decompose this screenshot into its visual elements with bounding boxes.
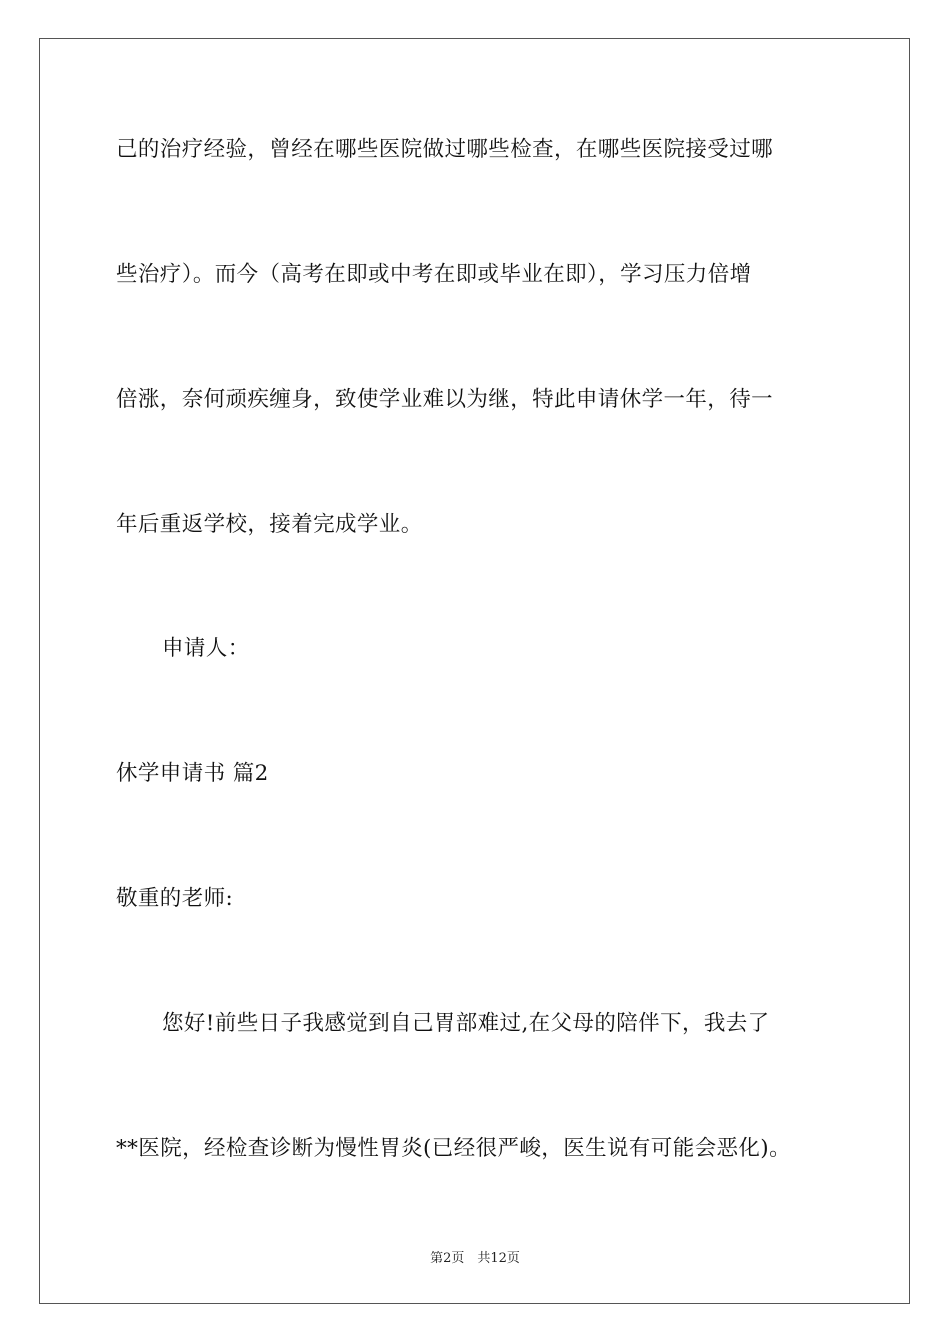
body-text-line-2: 些治疗）。而今（高考在即或中考在即或毕业在即），学习压力倍增 xyxy=(116,262,752,287)
body-text-line-6: **医院，经检查诊断为慢性胃炎(已经很严峻，医生说有可能会恶化)。 xyxy=(116,1136,791,1161)
page-number-footer: 第2页 共12页 xyxy=(430,1251,520,1266)
body-text-line-3: 倍涨，奈何顽疾缠身，致使学业难以为继，特此申请休学一年，待一 xyxy=(116,387,774,412)
applicant-label: 申请人： xyxy=(162,636,250,661)
salutation: 敬重的老师: xyxy=(116,886,234,911)
body-text-line-1: 己的治疗经验，曾经在哪些医院做过哪些检查，在哪些医院接受过哪 xyxy=(116,137,774,162)
body-text-line-4: 年后重返学校，接着完成学业。 xyxy=(116,512,423,537)
section-heading: 休学申请书 篇2 xyxy=(116,761,269,786)
body-text-line-5: 您好!前些日子我感觉到自己胃部难过,在父母的陪伴下，我去了 xyxy=(162,1011,770,1036)
page-border xyxy=(39,38,910,1304)
